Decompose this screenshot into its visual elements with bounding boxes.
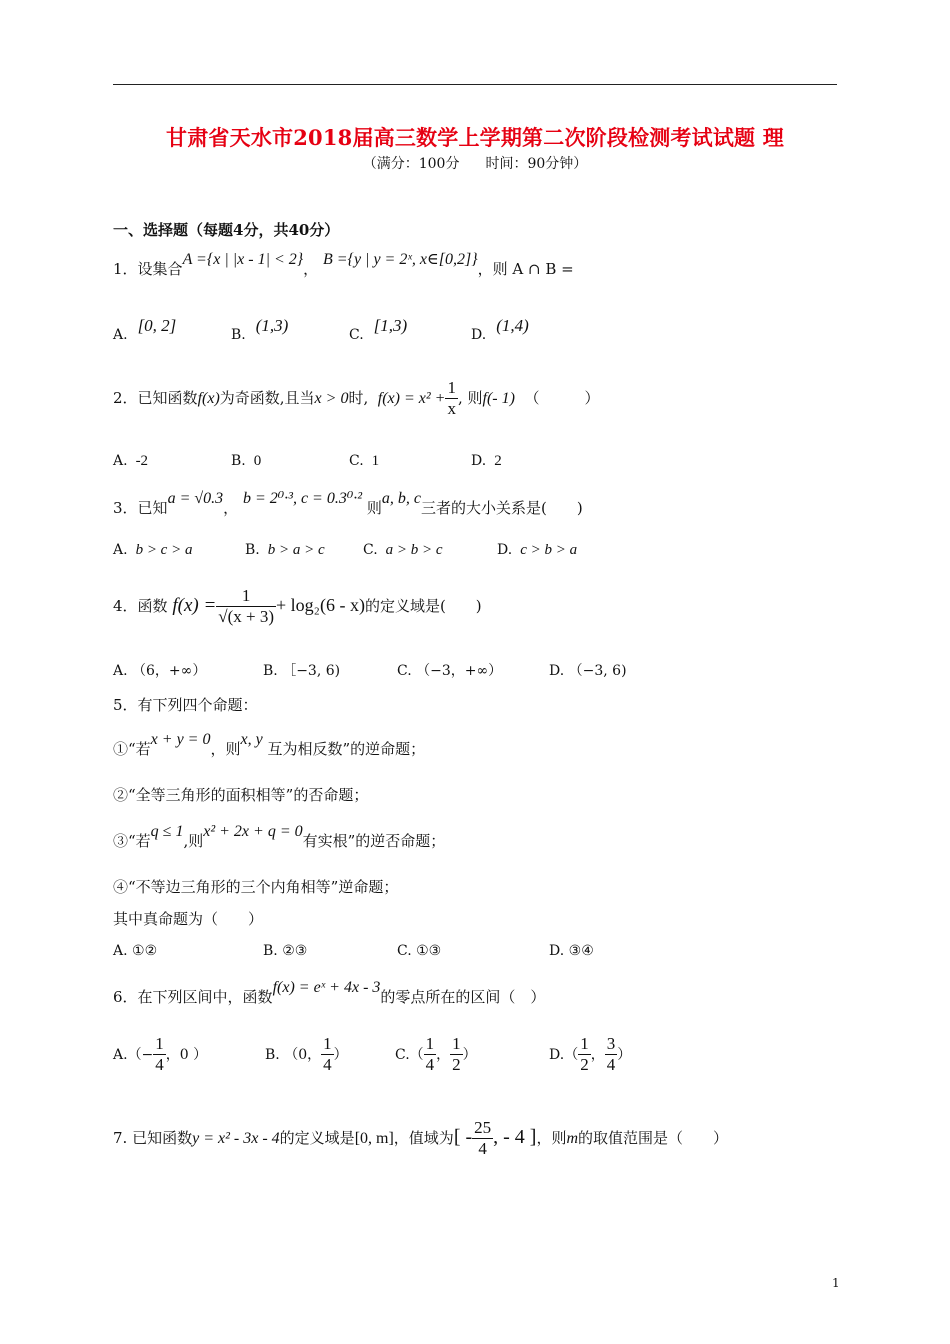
option-b[interactable]: [231, 453, 261, 470]
q-text: 已知函数: [137, 388, 198, 407]
question-5: [113, 694, 258, 715]
option-text: （: [564, 1046, 579, 1063]
math-expr: B ={y | y = 2ˣ, x∈[0,2]}: [322, 251, 478, 268]
option-label: A.: [113, 943, 128, 959]
q-text: ，则: [536, 1128, 567, 1147]
option-a[interactable]: [113, 1034, 207, 1076]
q-text: , 则: [457, 388, 483, 407]
q-text: 的零点所在的区间（ ）: [380, 988, 546, 1006]
q-text: 在下列区间中，函数: [137, 988, 273, 1006]
option-text: （0，: [284, 1046, 322, 1063]
option-text: （−3，+∞）: [416, 663, 503, 679]
math-expr: x² + 2x + q = 0: [203, 823, 303, 840]
math-expr: f(- 1): [482, 389, 515, 407]
option-text: b > a > c: [267, 542, 325, 558]
option-text: -2: [135, 453, 149, 469]
q-text: 的取值范围是（ ）: [578, 1128, 729, 1147]
fraction: [472, 1118, 493, 1160]
option-d[interactable]: [549, 660, 627, 680]
denominator: 2: [452, 1055, 461, 1075]
math-expr: f(x): [197, 389, 220, 407]
option-text: [1,3): [373, 316, 408, 335]
option-c[interactable]: [363, 542, 443, 559]
numerator: 1: [450, 1034, 463, 1055]
section-heading: 一、选择题（每题4分，共40分）: [113, 221, 340, 239]
numerator: 25: [472, 1118, 493, 1139]
option-c[interactable]: [349, 453, 379, 470]
option-b[interactable]: [265, 1034, 348, 1076]
question-6: [113, 979, 546, 1007]
option-a[interactable]: [113, 660, 206, 680]
option-label: A.: [113, 663, 128, 679]
option-text: ③④: [568, 943, 594, 959]
option-b[interactable]: [245, 542, 325, 559]
option-label: D.: [549, 1046, 565, 1063]
question-2: [113, 378, 600, 420]
q-number: 7.: [113, 1128, 128, 1147]
option-text: (1,4): [496, 316, 529, 335]
fraction: [450, 1034, 463, 1076]
math-expr: , - 4 ]: [493, 1125, 537, 1148]
time-info: 时间：90分钟）: [485, 156, 588, 172]
option-label: A.: [113, 1046, 128, 1063]
q-text: ,则: [183, 832, 204, 850]
denominator: 4: [155, 1055, 164, 1075]
fraction: [321, 1034, 334, 1076]
math-expr: x + y = 0: [150, 731, 211, 748]
option-label: C.: [363, 542, 378, 558]
q-text: 已知函数: [132, 1128, 193, 1147]
q-text: 有下列四个命题：: [137, 696, 258, 714]
q-number: 2．: [113, 388, 138, 407]
q-text: ，: [303, 260, 319, 278]
math-expr: [0, m]: [354, 1129, 394, 1147]
fraction: [445, 378, 458, 420]
option-text: ①③: [416, 943, 442, 959]
proposition-1: [113, 731, 426, 759]
proposition-4: [113, 876, 398, 897]
option-c[interactable]: [395, 1034, 477, 1076]
fraction: [216, 586, 276, 628]
math-expr: f(x) =: [172, 594, 217, 616]
math-expr: + log₂(6 - x): [276, 594, 365, 615]
numerator: 3: [605, 1034, 618, 1055]
q-text: 则: [366, 499, 382, 517]
question-5-tail: 其中真命题为（ ）: [113, 910, 264, 928]
option-label: B.: [263, 663, 278, 679]
math-expr: f(x) = eˣ + 4x - 3: [272, 979, 381, 996]
q-text: 的定义域是( ): [364, 596, 482, 615]
option-text: （−: [127, 1046, 154, 1063]
numerator: 1: [153, 1034, 166, 1055]
score-info: （满分：100分: [362, 156, 460, 172]
q-number: 6．: [113, 988, 138, 1006]
option-text: ［−3, 6): [282, 663, 341, 679]
math-expr: b = 2⁰·³, c = 0.3⁰·²: [242, 490, 363, 507]
option-text: c > b > a: [520, 542, 578, 558]
numerator: 1: [424, 1034, 437, 1055]
option-text: 2: [494, 453, 502, 469]
q-text: 已知: [137, 499, 168, 517]
option-text: （6，+∞）: [132, 663, 207, 679]
option-label: A.: [113, 327, 128, 343]
math-expr: y = x² - 3x - 4: [192, 1129, 280, 1147]
option-label: A.: [113, 542, 128, 558]
numerator: 1: [216, 586, 276, 607]
proposition-3: [113, 823, 446, 851]
q-text: 三者的大小关系是( ): [420, 499, 583, 517]
fraction: [605, 1034, 618, 1076]
question-4: [113, 586, 482, 628]
option-label: B.: [263, 943, 278, 959]
option-label: D.: [549, 943, 565, 959]
option-text: ，: [590, 1046, 605, 1063]
q-text: ，则: [210, 740, 241, 758]
math-expr: A ={x | |x - 1| < 2}: [182, 251, 304, 268]
math-expr: m: [566, 1129, 579, 1147]
fraction: [578, 1034, 591, 1076]
option-label: B.: [245, 542, 260, 558]
option-a[interactable]: [113, 316, 177, 344]
option-text: ）: [617, 1046, 632, 1063]
exam-subtitle: [0, 153, 950, 173]
option-label: C.: [395, 1046, 410, 1063]
denominator: 4: [606, 1055, 616, 1075]
q-text: 时,: [348, 388, 369, 407]
option-b[interactable]: [231, 316, 289, 344]
option-d[interactable]: [471, 316, 529, 344]
page-number: 1: [832, 1276, 840, 1290]
option-a[interactable]: [113, 943, 157, 959]
q-number: 3．: [113, 499, 138, 517]
q-text: 有实根”的逆否命题；: [302, 832, 446, 850]
option-label: A.: [113, 453, 128, 469]
option-label: D.: [549, 663, 565, 679]
option-text: b > c > a: [135, 542, 193, 558]
question-1: [113, 251, 574, 279]
denominator: 4: [478, 1139, 487, 1159]
numerator: 1: [445, 378, 458, 399]
denominator: 2: [580, 1055, 589, 1075]
option-label: C.: [397, 663, 412, 679]
denominator: x: [447, 399, 456, 419]
option-a[interactable]: [113, 542, 192, 559]
question-7: [113, 1118, 728, 1160]
q-text: 的定义域是: [279, 1128, 355, 1147]
option-label: B.: [231, 453, 246, 469]
q-text: ④“不等边三角形的三个内角相等”逆命题；: [113, 878, 399, 896]
option-label: D.: [471, 327, 487, 343]
math-expr: f(x) = x² +: [377, 389, 446, 407]
denominator: √(x + 3): [218, 607, 275, 627]
proposition-2: [113, 784, 368, 805]
option-c[interactable]: [397, 660, 502, 680]
option-text: ①②: [132, 943, 158, 959]
q-text: ，值域为: [393, 1128, 454, 1147]
header-rule: [113, 84, 837, 85]
option-d[interactable]: [471, 453, 502, 470]
denominator: 4: [425, 1055, 435, 1075]
fraction: [424, 1034, 437, 1076]
option-d[interactable]: [497, 542, 577, 559]
numerator: 1: [578, 1034, 591, 1055]
option-text: 0: [253, 453, 262, 469]
option-label: B.: [231, 327, 246, 343]
q-number: 4．: [113, 596, 138, 615]
option-c[interactable]: [349, 316, 408, 344]
option-label: D.: [497, 542, 513, 558]
option-text: ，: [436, 1046, 451, 1063]
math-expr: x > 0: [314, 389, 349, 407]
option-a[interactable]: [113, 453, 148, 470]
math-expr: q ≤ 1: [150, 823, 184, 840]
q-text: ③“若: [113, 832, 151, 850]
option-label: B.: [265, 1046, 280, 1063]
option-text: 1: [371, 453, 380, 469]
denominator: 4: [323, 1055, 332, 1075]
option-text: ，0 ）: [165, 1046, 208, 1063]
option-text: a > b > c: [385, 542, 443, 558]
question-3: [113, 490, 583, 518]
option-text: （−3, 6): [568, 663, 627, 679]
q-text: ，则 A ∩ B =: [477, 260, 574, 278]
q-number: 1．: [113, 260, 138, 278]
option-label: D.: [471, 453, 487, 469]
math-expr: x, y: [240, 731, 263, 748]
q-number: 5．: [113, 696, 138, 714]
option-c[interactable]: [397, 943, 441, 959]
option-text: (1,3): [255, 316, 289, 335]
math-expr: a, b, c: [381, 490, 421, 507]
q-text: （ ）: [524, 388, 600, 407]
option-text: [0, 2]: [137, 316, 177, 335]
q-text: ②“全等三角形的面积相等”的否命题；: [113, 786, 369, 804]
math-expr: [ -: [453, 1125, 473, 1148]
q-text: 设集合: [137, 260, 183, 278]
option-text: ）: [333, 1046, 348, 1063]
math-expr: a = √0.3: [167, 490, 224, 507]
numerator: 1: [321, 1034, 334, 1055]
option-d[interactable]: [549, 1034, 631, 1076]
q-text: 为奇函数,且当: [219, 388, 315, 407]
exam-title: 甘肃省天水市2018届高三数学上学期第二次阶段检测考试试题 理: [166, 125, 784, 150]
option-b[interactable]: [263, 943, 307, 959]
fraction: [153, 1034, 166, 1076]
q-text: 函数: [137, 596, 168, 615]
option-label: C.: [397, 943, 412, 959]
option-b[interactable]: [263, 660, 340, 680]
option-text: （: [409, 1046, 424, 1063]
q-text: ，: [223, 499, 239, 517]
option-text: ②③: [282, 943, 308, 959]
option-d[interactable]: [549, 943, 594, 959]
option-text: ）: [462, 1046, 477, 1063]
option-label: C.: [349, 453, 364, 469]
q-text: ①“若: [113, 740, 151, 758]
option-label: C.: [349, 327, 364, 343]
q-text: 互为相反数”的逆命题；: [267, 740, 426, 758]
